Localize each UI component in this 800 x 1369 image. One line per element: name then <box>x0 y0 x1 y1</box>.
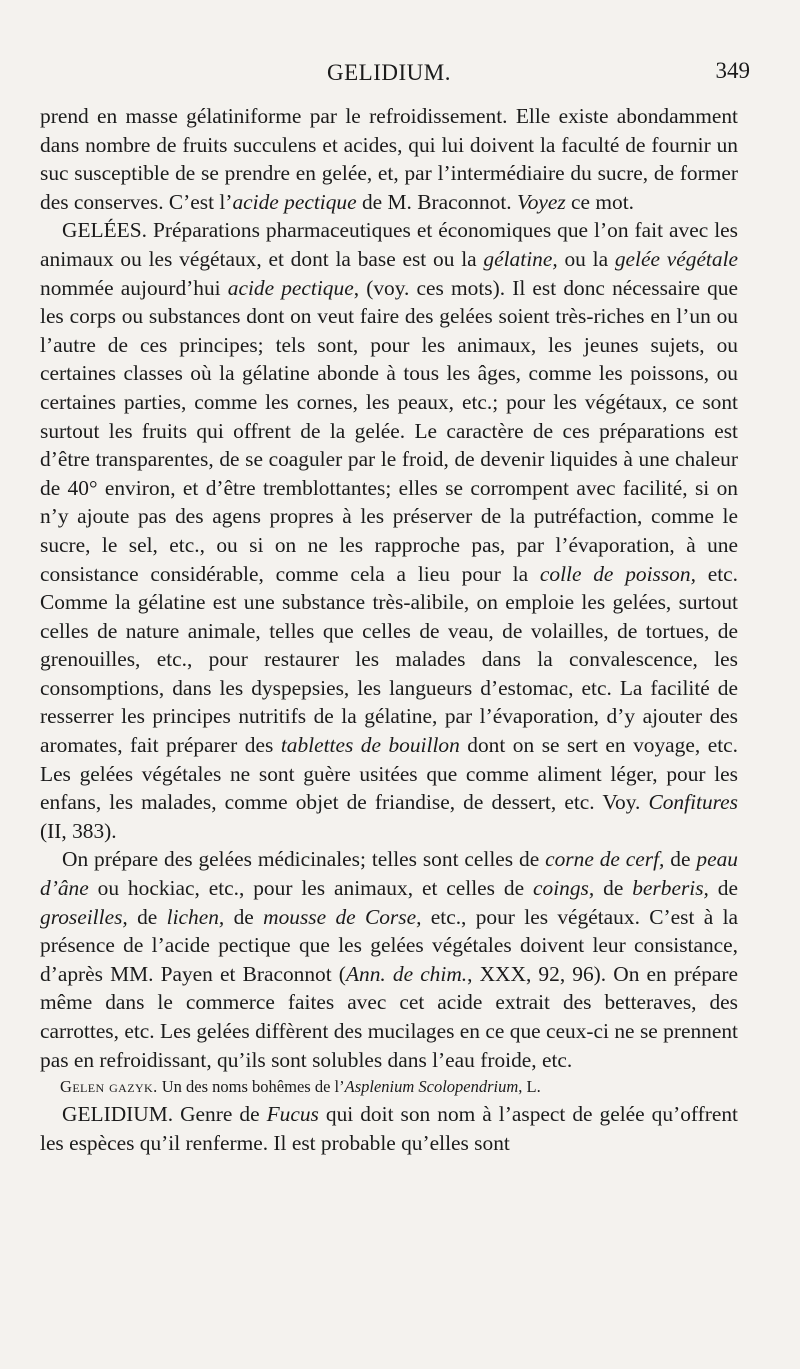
body-text <box>40 102 738 1157</box>
entry-gelidium: GELIDIUM. Genre de Fucus qui doit son nom à l’aspect de gelée qu’offrent les espèces qu’il renferme. Il est probable qu’elles sont <box>40 1102 738 1155</box>
paragraph-continuation: prend en masse gélatiniforme par le refroidissement. Elle existe abondamment dans nombre de fruits succulens et acides, qui lui doivent la faculté de fournir un suc susceptible de se prendre en gelée, et, par l’intermédiaire du sucre, de former des conserves. C’est l’acide pectique de M. Braconnot. Voyez ce mot. <box>40 104 738 214</box>
page-number: 349 <box>715 58 750 83</box>
paragraph-gelees-medicinales: On prépare des gelées médicinales; telles sont celles de corne de cerf, de peau d’âne ou hockiac, etc., pour les animaux, et celles de coings, de berberis, de groseilles, de lichen, de mousse de Corse, etc., pour les végétaux. C’est à la présence de l’acide pectique que les gelées végétales doivent leur consistance, d’après MM. Payen et Braconnot (Ann. de chim., XXX, 92, 96). On en prépare même dans le commerce faites avec cet acide extrait des betteraves, des carrottes, etc. Les gelées diffèrent des mucilages en ce que ceux-ci ne se prennent pas en refroidissant, qu’ils sont solubles dans l’eau froide, etc. <box>40 847 739 1072</box>
entry-headword: Gelen gazyk. <box>60 1077 158 1097</box>
entry-gelees: GELÉES. Préparations pharmaceutiques et économiques que l’on fait avec les animaux ou les végétaux, et dont la base est ou la gélatine, ou la gelée végétale nommée aujourd’hui acide pectique, (voy. ces mots). Il est donc nécessaire que les corps ou substances dont on veut faire des gelées soient très-riches en l’un ou l’autre de ces principes; tels sont, pour les animaux, les jeunes sujets, ou certaines classes où la gélatine abonde à tous les âges, comme les poissons, ou certaines parties, comme les cornes, les peaux, etc.; pour les végétaux, ce sont surtout les fruits qui offrent de la gelée. Le caractère de ces préparations est d’être transparentes, de se coaguler par le froid, de devenir liquides à une chaleur de 40° environ, et d’être tremblottantes; elles se corrompent avec facilité, si on n’y ajoute pas des agens propres à les préserver de la putréfaction, comme le sucre, le sel, etc., ou si on ne les rapproche pas, par l’évaporation, à une consistance considérable, comme cela a lieu pour la colle de poisson, etc. Comme la gélatine est une substance très-alibile, on emploie les gelées, surtout celles de nature animale, telles que celles de veau, de volailles, de tortues, de grenouilles, etc., pour restaurer les malades dans la convalescence, les consomptions, dans les dyspepsies, les langueurs d’estomac, etc. La facilité de resserrer les principes nutritifs de la gélatine, par l’évaporation, d’y ajouter des aromates, fait préparer des tablettes de bouillon dont on se sert en voyage, etc. Les gelées végétales ne sont guère usitées que comme aliment léger, pour les enfans, les malades, comme objet de friandise, de dessert, etc. Voy. Confitures (II, 383). <box>40 218 739 843</box>
running-header <box>40 58 750 102</box>
entry-headword: GELÉES. <box>62 218 147 243</box>
running-title: GELIDIUM. <box>327 60 451 85</box>
entry-headword: GELIDIUM. <box>62 1102 174 1127</box>
entry-gelen-gazyk: Gelen gazyk. Un des noms bohêmes de l’Asplenium Scolopendrium, L. <box>60 1077 541 1097</box>
